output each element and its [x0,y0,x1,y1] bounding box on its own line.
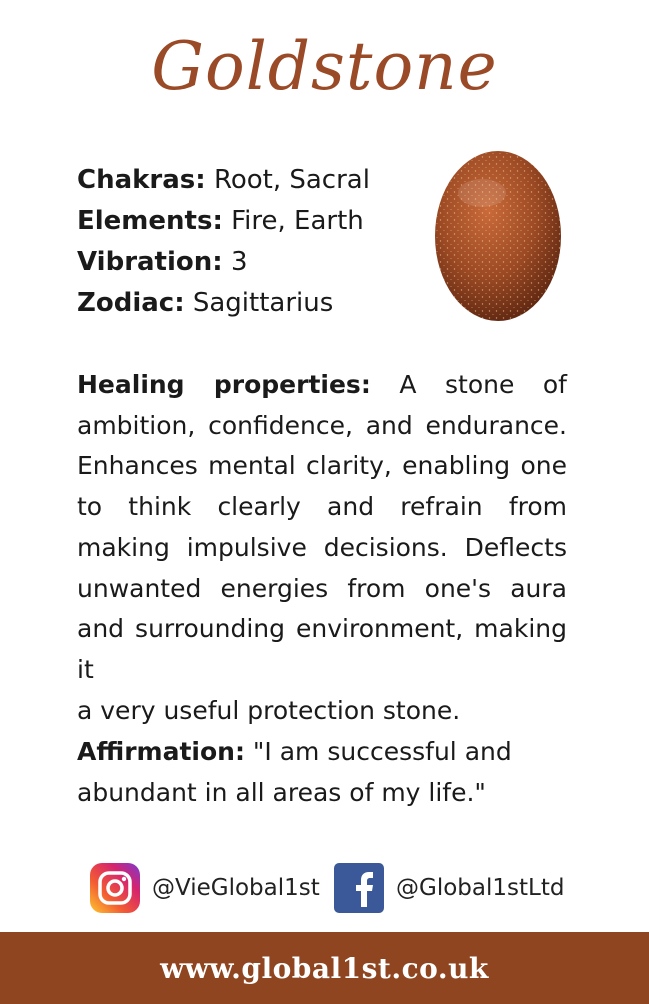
property-value: Fire, Earth [231,206,364,236]
healing-label: Healing properties: [77,370,371,399]
healing-properties [77,365,567,731]
property-label: Zodiac: [77,288,185,318]
property-chakras [77,160,370,201]
healing-last-line: a very useful protection stone. [77,695,461,725]
page-title: Goldstone [151,28,498,105]
facebook-handle: @Global1stLtd [396,875,565,901]
affirmation [77,732,567,813]
instagram-link[interactable] [90,862,320,914]
property-label: Elements: [77,206,223,236]
healing-text: A stone of ambition, confidence, and endurance. Enhances mental clarity, enabling one to think clearly and refrain from making impulsive decisions. Deflects unwanted energies from one's aura and surrounding environment, making it [77,370,567,684]
website-link[interactable]: www.global1st.co.uk [160,951,489,985]
property-label: Vibration: [77,247,223,277]
instagram-icon [90,863,140,913]
property-label: Chakras: [77,165,206,195]
property-elements [77,201,370,242]
property-value: 3 [230,247,248,277]
instagram-handle: @VieGlobal1st [152,875,320,901]
property-zodiac [77,283,370,324]
property-value: Sagittarius [192,288,334,318]
footer-bar [0,932,649,1004]
affirmation-label: Affirmation: [77,737,245,766]
properties-list [77,160,370,324]
goldstone-image [432,148,564,324]
affirmation-text: "I am successful and abundant in all areas of my life." [77,737,512,807]
facebook-icon [334,863,384,913]
property-vibration [77,242,370,283]
facebook-link[interactable] [334,862,564,914]
property-value: Root, Sacral [213,165,370,195]
